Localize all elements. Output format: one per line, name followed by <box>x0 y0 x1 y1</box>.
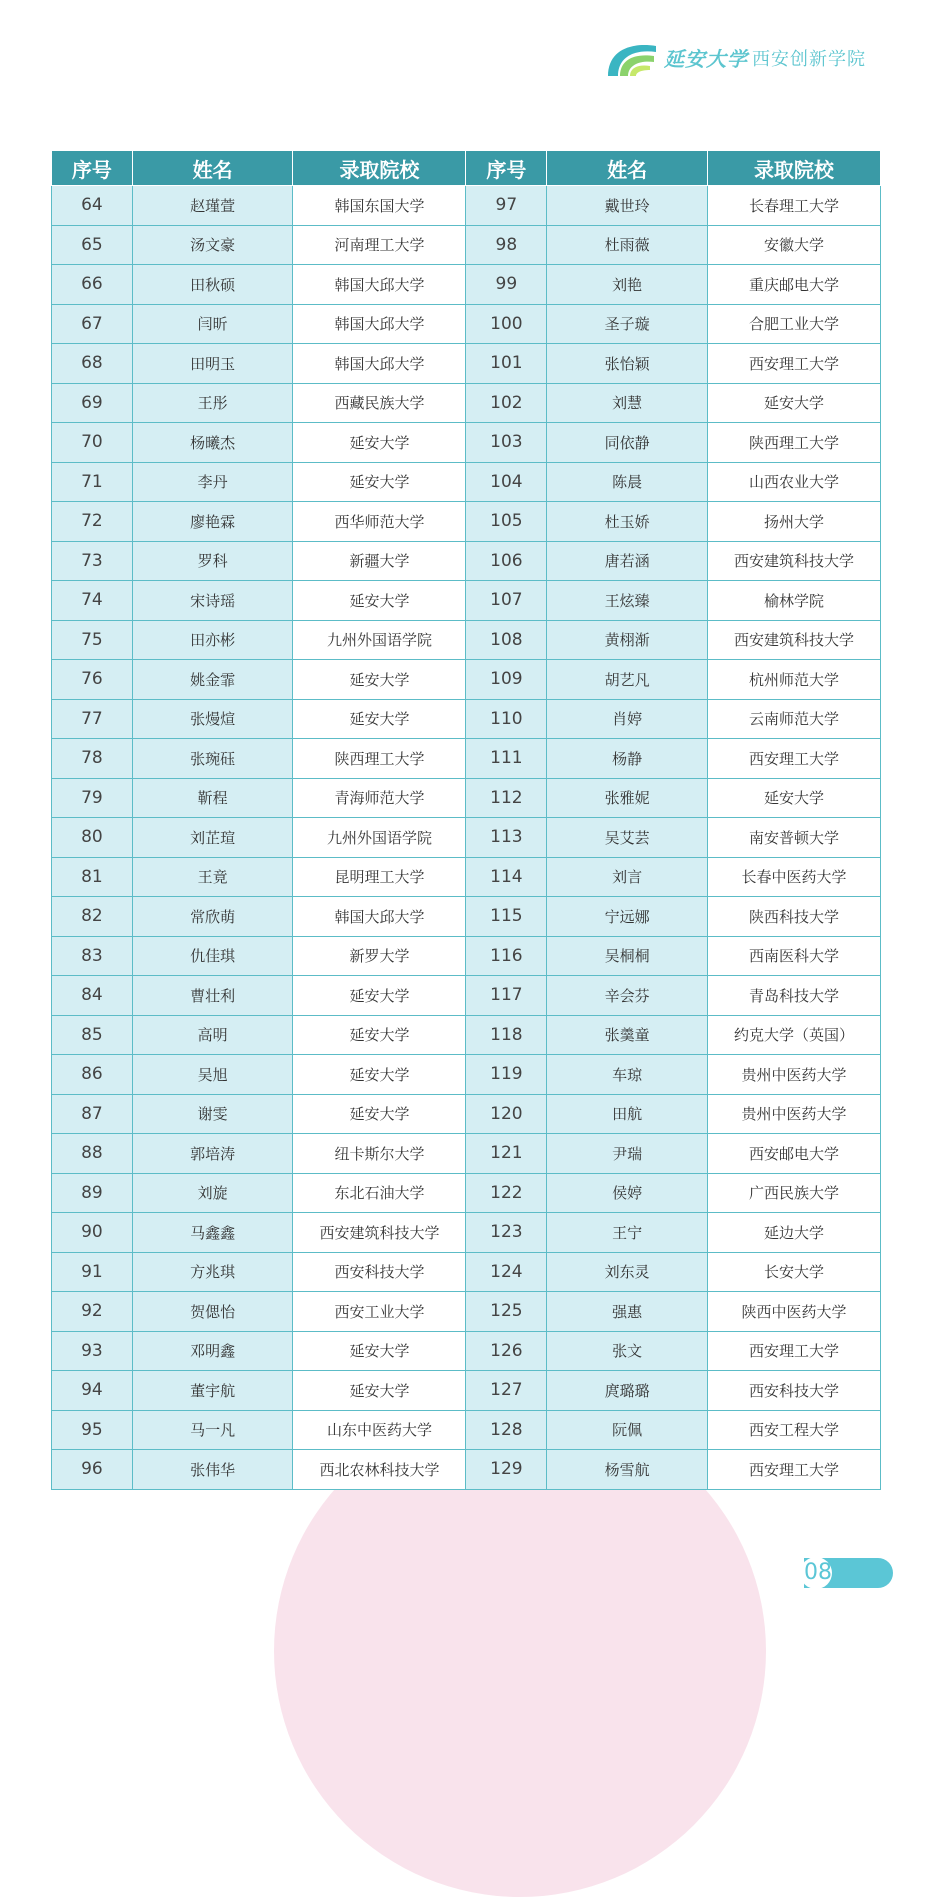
cell-school-left: 青海师范大学 <box>293 778 466 818</box>
table-row <box>52 1450 881 1490</box>
cell-index-right: 105 <box>466 502 547 542</box>
cell-name-right: 肖婷 <box>547 699 708 739</box>
cell-index-right: 114 <box>466 857 547 897</box>
cell-index-left: 66 <box>52 265 133 305</box>
table-row <box>52 225 881 265</box>
cell-index-left: 89 <box>52 1173 133 1213</box>
cell-name-left: 马一凡 <box>132 1410 293 1450</box>
table-row <box>52 976 881 1016</box>
cell-name-left: 宋诗瑶 <box>132 581 293 621</box>
cell-index-left: 79 <box>52 778 133 818</box>
cell-school-right: 陕西科技大学 <box>707 897 880 937</box>
cell-name-right: 强惠 <box>547 1292 708 1332</box>
cell-index-right: 127 <box>466 1371 547 1411</box>
cell-name-right: 张怡颖 <box>547 344 708 384</box>
cell-school-left: 西藏民族大学 <box>293 383 466 423</box>
cell-name-left: 杨曦杰 <box>132 423 293 463</box>
cell-school-right: 长安大学 <box>707 1252 880 1292</box>
cell-school-left: 陕西理工大学 <box>293 739 466 779</box>
cell-school-left: 韩国大邱大学 <box>293 265 466 305</box>
cell-index-right: 111 <box>466 739 547 779</box>
cell-school-right: 西安建筑科技大学 <box>707 541 880 581</box>
cell-name-left: 贺偲怡 <box>132 1292 293 1332</box>
cell-name-left: 刘芷瑄 <box>132 818 293 858</box>
table-row <box>52 265 881 305</box>
table-row <box>52 620 881 660</box>
header-school-left: 录取院校 <box>293 151 466 186</box>
cell-index-right: 108 <box>466 620 547 660</box>
cell-school-right: 扬州大学 <box>707 502 880 542</box>
cell-name-left: 田秋硕 <box>132 265 293 305</box>
table-row <box>52 502 881 542</box>
cell-index-right: 122 <box>466 1173 547 1213</box>
logo-script-text: 延安大学 <box>664 47 748 71</box>
cell-school-right: 杭州师范大学 <box>707 660 880 700</box>
cell-index-right: 110 <box>466 699 547 739</box>
cell-index-left: 69 <box>52 383 133 423</box>
cell-index-right: 109 <box>466 660 547 700</box>
cell-school-left: 延安大学 <box>293 462 466 502</box>
cell-name-right: 庹璐璐 <box>547 1371 708 1411</box>
cell-index-right: 119 <box>466 1055 547 1095</box>
cell-index-left: 83 <box>52 936 133 976</box>
cell-school-left: 延安大学 <box>293 699 466 739</box>
header-index-left: 序号 <box>52 151 133 186</box>
cell-school-right: 长春理工大学 <box>707 186 880 226</box>
table-row <box>52 818 881 858</box>
cell-index-right: 103 <box>466 423 547 463</box>
cell-index-left: 95 <box>52 1410 133 1450</box>
table-row <box>52 778 881 818</box>
table-row <box>52 462 881 502</box>
cell-school-left: 韩国大邱大学 <box>293 304 466 344</box>
cell-name-left: 董宇航 <box>132 1371 293 1411</box>
cell-name-right: 宁远娜 <box>547 897 708 937</box>
cell-index-left: 91 <box>52 1252 133 1292</box>
cell-school-left: 延安大学 <box>293 1371 466 1411</box>
cell-school-right: 合肥工业大学 <box>707 304 880 344</box>
cell-school-right: 西安理工大学 <box>707 739 880 779</box>
cell-school-right: 贵州中医药大学 <box>707 1055 880 1095</box>
cell-index-right: 124 <box>466 1252 547 1292</box>
cell-school-right: 西安理工大学 <box>707 344 880 384</box>
cell-index-left: 92 <box>52 1292 133 1332</box>
cell-school-left: 西安建筑科技大学 <box>293 1213 466 1253</box>
cell-school-left: 延安大学 <box>293 660 466 700</box>
cell-name-left: 闫昕 <box>132 304 293 344</box>
cell-name-left: 王竟 <box>132 857 293 897</box>
table-row <box>52 699 881 739</box>
cell-name-right: 辛会芬 <box>547 976 708 1016</box>
cell-name-right: 胡艺凡 <box>547 660 708 700</box>
cell-index-left: 72 <box>52 502 133 542</box>
cell-school-left: 延安大学 <box>293 1055 466 1095</box>
cell-school-right: 延安大学 <box>707 778 880 818</box>
cell-school-right: 西安理工大学 <box>707 1450 880 1490</box>
cell-name-right: 阮佩 <box>547 1410 708 1450</box>
cell-index-left: 74 <box>52 581 133 621</box>
header-name-right: 姓名 <box>547 151 708 186</box>
cell-school-left: 东北石油大学 <box>293 1173 466 1213</box>
table-row <box>52 1213 881 1253</box>
cell-school-left: 韩国大邱大学 <box>293 344 466 384</box>
cell-name-right: 尹瑞 <box>547 1134 708 1174</box>
cell-name-left: 吴旭 <box>132 1055 293 1095</box>
cell-school-left: 新疆大学 <box>293 541 466 581</box>
cell-name-left: 田亦彬 <box>132 620 293 660</box>
cell-index-left: 71 <box>52 462 133 502</box>
cell-name-left: 马鑫鑫 <box>132 1213 293 1253</box>
cell-school-right: 南安普顿大学 <box>707 818 880 858</box>
cell-name-left: 姚金霏 <box>132 660 293 700</box>
cell-index-right: 104 <box>466 462 547 502</box>
cell-name-left: 刘旋 <box>132 1173 293 1213</box>
cell-name-left: 王彤 <box>132 383 293 423</box>
cell-index-left: 73 <box>52 541 133 581</box>
cell-school-right: 西安科技大学 <box>707 1371 880 1411</box>
cell-index-right: 98 <box>466 225 547 265</box>
cell-name-right: 张羹童 <box>547 1015 708 1055</box>
cell-school-left: 延安大学 <box>293 976 466 1016</box>
cell-name-right: 杜玉娇 <box>547 502 708 542</box>
cell-school-right: 重庆邮电大学 <box>707 265 880 305</box>
table-row <box>52 1173 881 1213</box>
cell-name-right: 车琼 <box>547 1055 708 1095</box>
cell-index-left: 84 <box>52 976 133 1016</box>
cell-school-right: 榆林学院 <box>707 581 880 621</box>
cell-name-left: 张熳煊 <box>132 699 293 739</box>
cell-name-right: 刘言 <box>547 857 708 897</box>
cell-school-left: 延安大学 <box>293 1015 466 1055</box>
cell-name-left: 靳程 <box>132 778 293 818</box>
table-row <box>52 1371 881 1411</box>
cell-name-right: 唐若涵 <box>547 541 708 581</box>
cell-name-left: 张伟华 <box>132 1450 293 1490</box>
cell-school-left: 延安大学 <box>293 1094 466 1134</box>
table-header-row <box>52 151 881 186</box>
cell-index-left: 70 <box>52 423 133 463</box>
cell-school-left: 延安大学 <box>293 581 466 621</box>
cell-school-right: 安徽大学 <box>707 225 880 265</box>
cell-name-right: 杨雪航 <box>547 1450 708 1490</box>
table-row <box>52 383 881 423</box>
college-name: 西安创新学院 <box>752 49 866 70</box>
cell-name-left: 郭培涛 <box>132 1134 293 1174</box>
cell-school-left: 西安科技大学 <box>293 1252 466 1292</box>
cell-school-right: 贵州中医药大学 <box>707 1094 880 1134</box>
table-row <box>52 304 881 344</box>
cell-name-left: 张琬砡 <box>132 739 293 779</box>
table-row <box>52 1331 881 1371</box>
cell-index-left: 80 <box>52 818 133 858</box>
table-row <box>52 936 881 976</box>
cell-school-left: 延安大学 <box>293 1331 466 1371</box>
table-row <box>52 1134 881 1174</box>
cell-school-right: 西安邮电大学 <box>707 1134 880 1174</box>
cell-school-right: 西安理工大学 <box>707 1331 880 1371</box>
cell-index-right: 97 <box>466 186 547 226</box>
header-index-right: 序号 <box>466 151 547 186</box>
cell-name-right: 刘东灵 <box>547 1252 708 1292</box>
table-row <box>52 1094 881 1134</box>
cell-index-right: 101 <box>466 344 547 384</box>
cell-school-right: 山西农业大学 <box>707 462 880 502</box>
cell-index-left: 88 <box>52 1134 133 1174</box>
cell-index-left: 65 <box>52 225 133 265</box>
header-name-left: 姓名 <box>132 151 293 186</box>
cell-school-left: 河南理工大学 <box>293 225 466 265</box>
cell-school-right: 陕西理工大学 <box>707 423 880 463</box>
cell-school-right: 西安建筑科技大学 <box>707 620 880 660</box>
table-row <box>52 1292 881 1332</box>
cell-index-right: 106 <box>466 541 547 581</box>
cell-school-right: 青岛科技大学 <box>707 976 880 1016</box>
cell-index-left: 93 <box>52 1331 133 1371</box>
table-row <box>52 660 881 700</box>
table-row <box>52 1055 881 1095</box>
cell-school-left: 九州外国语学院 <box>293 818 466 858</box>
cell-school-left: 山东中医药大学 <box>293 1410 466 1450</box>
cell-name-left: 谢雯 <box>132 1094 293 1134</box>
cell-name-left: 赵瑾萱 <box>132 186 293 226</box>
cell-index-left: 85 <box>52 1015 133 1055</box>
cell-name-right: 圣子璇 <box>547 304 708 344</box>
cell-index-left: 96 <box>52 1450 133 1490</box>
cell-index-right: 123 <box>466 1213 547 1253</box>
table-row <box>52 1410 881 1450</box>
rainbow-arch-icon <box>606 40 662 76</box>
cell-index-right: 128 <box>466 1410 547 1450</box>
cell-index-right: 113 <box>466 818 547 858</box>
cell-name-right: 王宁 <box>547 1213 708 1253</box>
cell-school-right: 云南师范大学 <box>707 699 880 739</box>
cell-name-left: 李丹 <box>132 462 293 502</box>
cell-index-right: 100 <box>466 304 547 344</box>
cell-name-left: 仇佳琪 <box>132 936 293 976</box>
cell-index-left: 78 <box>52 739 133 779</box>
cell-school-left: 韩国大邱大学 <box>293 897 466 937</box>
page-number: 08 <box>804 1560 832 1585</box>
cell-index-left: 68 <box>52 344 133 384</box>
cell-name-right: 同依静 <box>547 423 708 463</box>
cell-school-right: 西南医科大学 <box>707 936 880 976</box>
cell-name-left: 方兆琪 <box>132 1252 293 1292</box>
cell-name-right: 王炫臻 <box>547 581 708 621</box>
cell-index-right: 99 <box>466 265 547 305</box>
cell-name-left: 汤文豪 <box>132 225 293 265</box>
cell-school-left: 西北农林科技大学 <box>293 1450 466 1490</box>
cell-index-right: 125 <box>466 1292 547 1332</box>
cell-index-left: 86 <box>52 1055 133 1095</box>
cell-index-left: 90 <box>52 1213 133 1253</box>
cell-name-right: 田航 <box>547 1094 708 1134</box>
header-school-right: 录取院校 <box>707 151 880 186</box>
cell-index-right: 115 <box>466 897 547 937</box>
cell-school-right: 广西民族大学 <box>707 1173 880 1213</box>
table-row <box>52 1252 881 1292</box>
table-row <box>52 186 881 226</box>
admissions-table <box>51 150 881 1490</box>
cell-school-left: 新罗大学 <box>293 936 466 976</box>
cell-index-right: 102 <box>466 383 547 423</box>
cell-index-left: 64 <box>52 186 133 226</box>
table-row <box>52 581 881 621</box>
cell-name-right: 吴桐桐 <box>547 936 708 976</box>
cell-name-right: 张文 <box>547 1331 708 1371</box>
table-row <box>52 344 881 384</box>
cell-school-left: 九州外国语学院 <box>293 620 466 660</box>
cell-name-left: 常欣萌 <box>132 897 293 937</box>
cell-name-right: 陈晨 <box>547 462 708 502</box>
table-row <box>52 897 881 937</box>
cell-school-right: 西安工程大学 <box>707 1410 880 1450</box>
cell-name-right: 侯婷 <box>547 1173 708 1213</box>
cell-school-left: 纽卡斯尔大学 <box>293 1134 466 1174</box>
cell-index-left: 82 <box>52 897 133 937</box>
cell-name-right: 刘慧 <box>547 383 708 423</box>
cell-index-right: 121 <box>466 1134 547 1174</box>
cell-name-right: 杜雨薇 <box>547 225 708 265</box>
cell-index-right: 116 <box>466 936 547 976</box>
cell-name-right: 黄栩渐 <box>547 620 708 660</box>
cell-school-right: 约克大学（英国） <box>707 1015 880 1055</box>
cell-index-right: 117 <box>466 976 547 1016</box>
cell-school-right: 延边大学 <box>707 1213 880 1253</box>
cell-index-right: 107 <box>466 581 547 621</box>
cell-index-left: 76 <box>52 660 133 700</box>
cell-index-right: 118 <box>466 1015 547 1055</box>
school-logo <box>606 40 906 76</box>
cell-school-right: 陕西中医药大学 <box>707 1292 880 1332</box>
cell-index-left: 87 <box>52 1094 133 1134</box>
cell-index-left: 77 <box>52 699 133 739</box>
table-row <box>52 857 881 897</box>
cell-school-right: 延安大学 <box>707 383 880 423</box>
cell-index-left: 94 <box>52 1371 133 1411</box>
cell-school-left: 昆明理工大学 <box>293 857 466 897</box>
cell-name-right: 杨静 <box>547 739 708 779</box>
cell-school-left: 西华师范大学 <box>293 502 466 542</box>
cell-name-left: 罗科 <box>132 541 293 581</box>
cell-index-right: 120 <box>466 1094 547 1134</box>
cell-index-right: 129 <box>466 1450 547 1490</box>
cell-school-left: 延安大学 <box>293 423 466 463</box>
cell-name-left: 廖艳霖 <box>132 502 293 542</box>
cell-name-right: 刘艳 <box>547 265 708 305</box>
cell-index-right: 112 <box>466 778 547 818</box>
page-number-badge <box>804 1558 893 1588</box>
cell-school-left: 韩国东国大学 <box>293 186 466 226</box>
cell-name-right: 戴世玲 <box>547 186 708 226</box>
cell-name-left: 曹壮利 <box>132 976 293 1016</box>
table-row <box>52 423 881 463</box>
cell-name-right: 吴艾芸 <box>547 818 708 858</box>
cell-name-left: 邓明鑫 <box>132 1331 293 1371</box>
cell-school-right: 长春中医药大学 <box>707 857 880 897</box>
cell-index-left: 81 <box>52 857 133 897</box>
cell-name-left: 田明玉 <box>132 344 293 384</box>
cell-name-right: 张雅妮 <box>547 778 708 818</box>
table-row <box>52 739 881 779</box>
table-row <box>52 541 881 581</box>
cell-school-left: 西安工业大学 <box>293 1292 466 1332</box>
table-row <box>52 1015 881 1055</box>
cell-index-left: 67 <box>52 304 133 344</box>
cell-name-left: 高明 <box>132 1015 293 1055</box>
cell-index-left: 75 <box>52 620 133 660</box>
cell-index-right: 126 <box>466 1331 547 1371</box>
